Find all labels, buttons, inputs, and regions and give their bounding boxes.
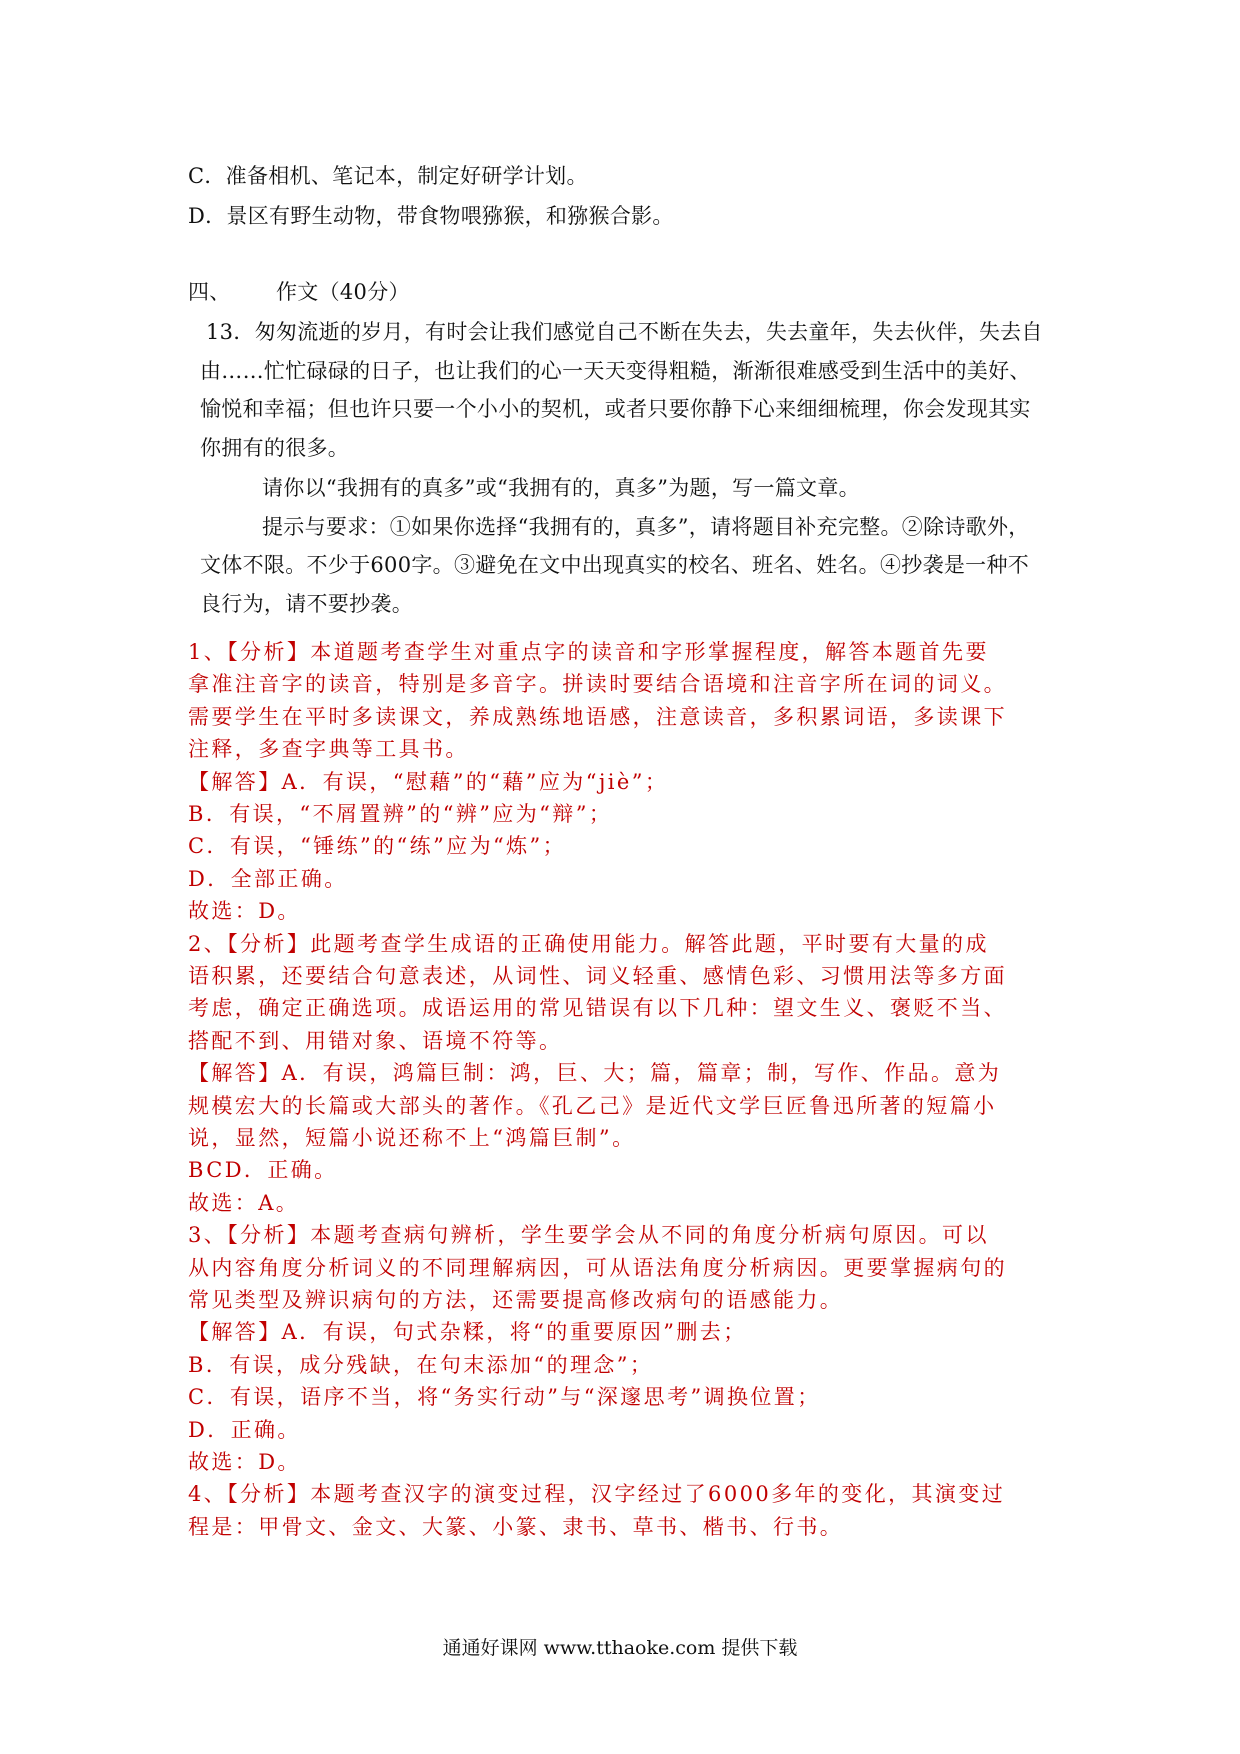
answer-line: 4、【分析】本题考查汉字的演变过程，汉字经过了6000多年的变化，其演变过 (188, 1482, 1006, 1507)
answer-line: 3、【分析】本题考查病句辨析，学生要学会从不同的角度分析病句原因。可以 (188, 1223, 989, 1248)
answer-line: 1、【分析】本道题考查学生对重点字的读音和字形掌握程度，解答本题首先要 (188, 640, 989, 664)
answer-line: 语积累，还要结合句意表述，从词性、词义轻重、感情色彩、习惯用法等多方面 (188, 964, 1007, 988)
answer-line: 注释，多查字典等工具书。 (188, 737, 469, 762)
essay-requirement-line: 良行为，请不要抄袭。 (200, 592, 413, 616)
answer-line: B．有误，“不屑置辨”的“辨”应为“辩”； (188, 802, 613, 826)
answer-line: 2、【分析】此题考查学生成语的正确使用能力。解答此题，平时要有大量的成 (188, 931, 989, 956)
answer-line: 拿准注音字的读音，特别是多音字。拼读时要结合语境和注音字所在词的词义。 (188, 672, 1007, 697)
answer-line: D．正确。 (188, 1417, 301, 1442)
page-footer: 通通好课网 www.tthaoke.com 提供下载 (442, 1637, 798, 1659)
answer-line: B．有误，成分残缺，在句末添加“的理念”； (188, 1352, 654, 1377)
answer-line: 【解答】A．有误，鸿篇巨制：鸿，巨、大；篇，篇章；制，写作、作品。意为 (188, 1061, 1002, 1086)
essay-prompt-line: 13．匆匆流逝的岁月，有时会让我们感觉自己不断在失去，失去童年，失去伙伴，失去自 (206, 320, 1043, 344)
answer-line: BCD．正确。 (188, 1158, 338, 1183)
answer-line: C．有误，“锤练”的“练”应为“炼”； (188, 834, 567, 859)
answer-line: 从内容角度分析词义的不同理解病因，可从语法角度分析病因。更要掌握病句的 (188, 1255, 1007, 1280)
answer-line: 故选：D。 (188, 1450, 301, 1474)
essay-prompt-line: 愉悦和幸福；但也许只要一个小小的契机，或者只要你静下心来细细梳理，你会发现其实 (200, 397, 1031, 421)
option-c: C．准备相机、笔记本，制定好研学计划。 (188, 164, 588, 188)
answer-line: 需要学生在平时多读课文，养成熟练地语感，注意读音，多积累词语，多读课下 (188, 704, 1007, 729)
answer-line: D．全部正确。 (188, 866, 348, 891)
essay-requirement-line: 提示与要求：①如果你选择“我拥有的，真多”，请将题目补充完整。②除诗歌外， (262, 515, 1030, 539)
essay-prompt-line: 由……忙忙碌碌的日子，也让我们的心一天天变得粗糙，渐渐很难感受到生活中的美好、 (200, 359, 1031, 383)
section-number: 四、 (188, 280, 231, 304)
option-d: D．景区有野生动物，带食物喂猕猴，和猕猴合影。 (188, 204, 674, 228)
answer-line: 常见类型及辨识病句的方法，还需要提高修改病句的语感能力。 (188, 1288, 844, 1312)
essay-prompt-line: 你拥有的很多。 (200, 436, 350, 460)
answer-line: 故选：D。 (188, 899, 301, 924)
section-title: 作文（40分） (276, 280, 410, 304)
answer-line: 【解答】A．有误，“慰藉”的“藉”应为“jiè”； (188, 769, 669, 794)
answer-line: 规模宏大的长篇或大部头的著作。《孔乙己》是近代文学巨匠鲁迅所著的短篇小 (188, 1093, 997, 1118)
answer-line: 程是：甲骨文、金文、大篆、小篆、隶书、草书、楷书、行书。 (188, 1514, 844, 1539)
answer-line: 考虑，确定正确选项。成语运用的常见错误有以下几种：望文生义、褒贬不当、 (188, 996, 1007, 1021)
essay-instruction: 请你以“我拥有的真多”或“我拥有的，真多”为题，写一篇文章。 (262, 476, 860, 500)
essay-requirement-line: 文体不限。不少于600字。③避免在文中出现真实的校名、班名、姓名。④抄袭是一种不 (200, 553, 1030, 577)
answer-line: 搭配不到、用错对象、语境不符等。 (188, 1028, 563, 1053)
answer-line: 【解答】A．有误，句式杂糅，将“的重要原因”删去； (188, 1320, 747, 1345)
answer-line: 说，显然，短篇小说还称不上“鸿篇巨制”。 (188, 1126, 636, 1150)
answer-line: 故选：A。 (188, 1190, 300, 1215)
answer-line: C．有误，语序不当，将“务实行动”与“深邃思考”调换位置； (188, 1385, 821, 1410)
